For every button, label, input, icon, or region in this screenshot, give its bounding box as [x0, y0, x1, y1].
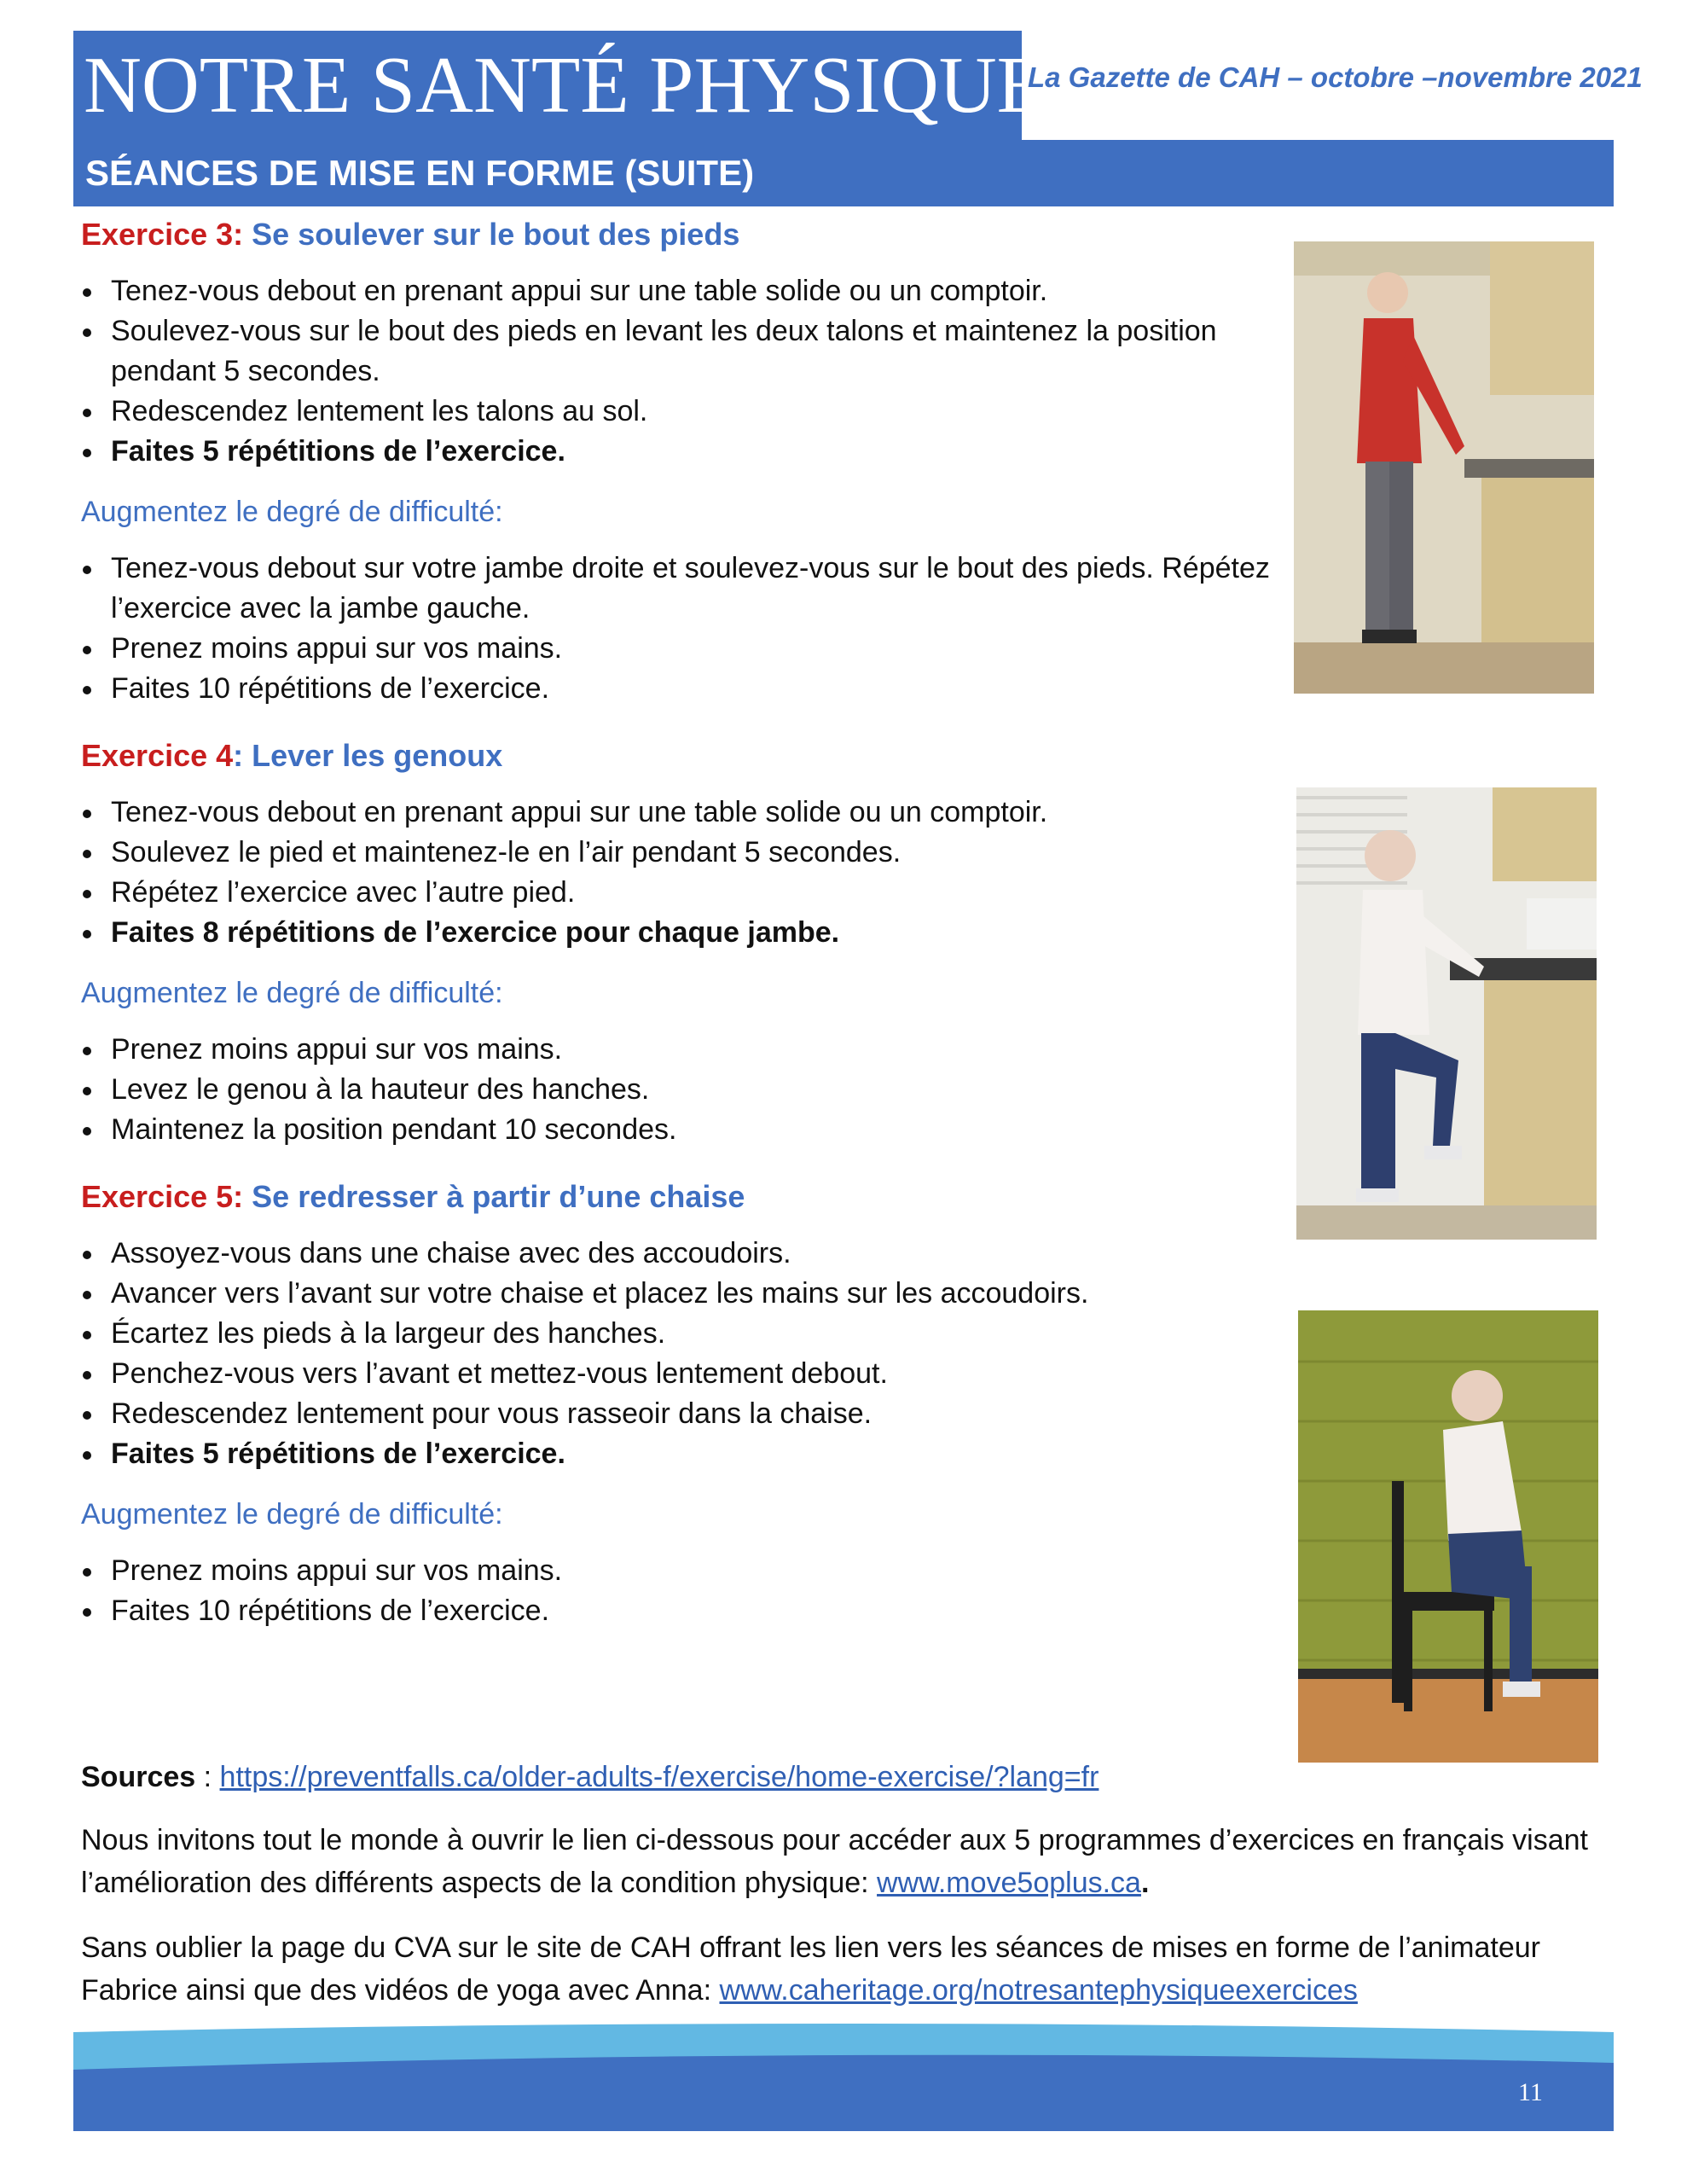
exercise-5-steps — [81, 1234, 1292, 1474]
list-item: Prenez moins appui sur vos mains. — [81, 1551, 1292, 1591]
list-item: Assoyez-vous dans une chaise avec des accoudoirs. — [81, 1234, 1292, 1274]
move50plus-link[interactable]: www.move5oplus.ca — [877, 1867, 1141, 1899]
list-item: Maintenez la position pendant 10 secondes. — [81, 1110, 1292, 1150]
exercise-5-title: Se redresser à partir d’une chaise — [243, 1179, 745, 1214]
exercise-4-steps — [81, 793, 1292, 953]
list-item: Avancer vers l’avant sur votre chaise et placez les mains sur les accoudoirs. — [81, 1274, 1292, 1314]
caheritage-link[interactable]: www.caheritage.org/notresantephysiqueexercices — [719, 1974, 1358, 2007]
invite-period: . — [1140, 1867, 1150, 1899]
exercise-5-harder-label: Augmentez le degré de difficulté: — [81, 1498, 503, 1531]
page-number: 11 — [1518, 2078, 1543, 2106]
section-title: SÉANCES DE MISE EN FORME (SUITE) — [73, 140, 1614, 206]
list-item: Faites 10 répétitions de l’exercice. — [81, 669, 1292, 709]
cva-text: Sans oublier la page du CVA sur le site de CAH offrant les lien vers les séances de mises en forme de l’animateur Fabrice ainsi que des vidéos de yoga avec Anna: — [81, 1931, 1540, 2007]
exercise-3-photo — [1294, 241, 1594, 694]
list-item: Prenez moins appui sur vos mains. — [81, 1030, 1292, 1070]
list-item: Soulevez-vous sur le bout des pieds en levant les deux talons et maintenez la position pendant 5 secondes. — [81, 311, 1292, 392]
list-item: Redescendez lentement pour vous rasseoir dans la chaise. — [81, 1394, 1292, 1434]
sources-label: Sources — [81, 1761, 196, 1793]
exercise-4-number: Exercice 4 — [81, 738, 234, 773]
footer-wave — [73, 2020, 1614, 2131]
list-item: Penchez-vous vers l’avant et mettez-vous lentement debout. — [81, 1354, 1292, 1394]
list-item: Soulevez le pied et maintenez-le en l’air pendant 5 secondes. — [81, 833, 1292, 873]
invite-paragraph — [81, 1819, 1616, 1904]
list-item: Levez le genou à la hauteur des hanches. — [81, 1070, 1292, 1110]
exercise-5-heading — [81, 1176, 1292, 1218]
list-item: Écartez les pieds à la largeur des hanches. — [81, 1314, 1292, 1354]
exercise-4-harder — [81, 1030, 1292, 1150]
exercise-content — [81, 213, 1292, 1631]
exercise-4-photo — [1296, 787, 1597, 1240]
exercise-4-harder-label: Augmentez le degré de difficulté: — [81, 977, 503, 1009]
list-item: Tenez-vous debout en prenant appui sur une table solide ou un comptoir. — [81, 271, 1292, 311]
gazette-issue: La Gazette de CAH – octobre –novembre 2021 — [1028, 61, 1643, 93]
exercise-4-heading — [81, 735, 1292, 777]
list-item: Prenez moins appui sur vos mains. — [81, 629, 1292, 669]
exercise-3-title: Se soulever sur le bout des pieds — [243, 217, 740, 252]
exercise-3-steps — [81, 271, 1292, 472]
list-item: Répétez l’exercice avec l’autre pied. — [81, 873, 1292, 913]
exercise-5-harder — [81, 1551, 1292, 1631]
list-item: Faites 5 répétitions de l’exercice. — [81, 432, 1292, 472]
list-item: Tenez-vous debout sur votre jambe droite et soulevez-vous sur le bout des pieds. Répétez l’exercice avec la jambe gauche. — [81, 549, 1292, 629]
invite-text: Nous invitons tout le monde à ouvrir le lien ci-dessous pour accéder aux 5 programmes d’exercices en français visant l’amélioration des différents aspects de la condition physique: — [81, 1824, 1588, 1899]
list-item: Faites 8 répétitions de l’exercice pour chaque jambe. — [81, 913, 1292, 953]
exercise-3-heading — [81, 213, 1292, 256]
page-title: NOTRE SANTÉ PHYSIQUE — [73, 31, 1022, 140]
exercise-4-title: : Lever les genoux — [233, 738, 503, 773]
exercise-5-number: Exercice 5: — [81, 1179, 244, 1214]
cva-paragraph — [81, 1926, 1616, 2012]
exercise-3-harder-label: Augmentez le degré de difficulté: — [81, 496, 503, 528]
list-item: Tenez-vous debout en prenant appui sur une table solide ou un comptoir. — [81, 793, 1292, 833]
exercise-3-number: Exercice 3: — [81, 217, 244, 252]
list-item: Faites 10 répétitions de l’exercice. — [81, 1591, 1292, 1631]
sources-separator: : — [195, 1761, 220, 1793]
exercise-3-harder — [81, 549, 1292, 709]
list-item: Redescendez lentement les talons au sol. — [81, 392, 1292, 432]
exercise-5-photo — [1298, 1310, 1598, 1763]
list-item: Faites 5 répétitions de l’exercice. — [81, 1434, 1292, 1474]
sources-link[interactable]: https://preventfalls.ca/older-adults-f/exercise/home-exercise/?lang=fr — [219, 1761, 1099, 1793]
sources-line — [81, 1756, 1099, 1798]
